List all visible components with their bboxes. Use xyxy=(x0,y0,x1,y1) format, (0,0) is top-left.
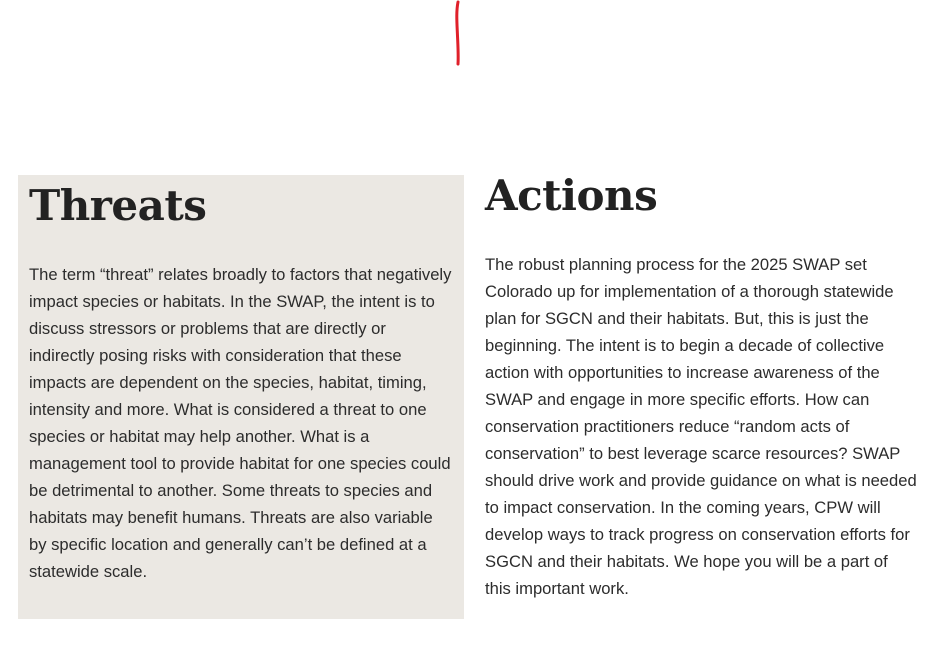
threats-body: The term “threat” relates broadly to factors that negatively impact species or habitats. In the SWAP, the intent is to discuss stressors or problems that are directly or indirectly posing risks with consideration that these impacts are dependent on the species, habitat, timing, intensity and more. What is considered a threat to one species or habitat may help another. What is a management tool to provide habitat for one species could be detrimental to another. Some threats to species and habitats may benefit humans. Threats are also variable by specific location and generally can’t be defined at a statewide scale. xyxy=(29,265,452,581)
threats-title: Threats xyxy=(29,181,207,230)
red-annotation-mark xyxy=(452,0,464,68)
actions-title: Actions xyxy=(485,171,658,220)
actions-body: The robust planning process for the 2025 SWAP set Colorado up for implementation of a thorough statewide plan for SGCN and their habitats. But, this is just the beginning. The intent is to begin a decade of collective action with opportunities to increase awareness of the SWAP and engage in more specific efforts. How can conservation practitioners reduce “random acts of conservation” to best leverage scarce resources? SWAP should drive work and provide guidance on what is needed to impact conservation. In the coming years, CPW will develop ways to track progress on conservation efforts for SGCN and their habitats. We hope you will be a part of this important work. xyxy=(485,255,917,598)
actions-section xyxy=(485,160,917,602)
threats-section xyxy=(18,175,464,619)
